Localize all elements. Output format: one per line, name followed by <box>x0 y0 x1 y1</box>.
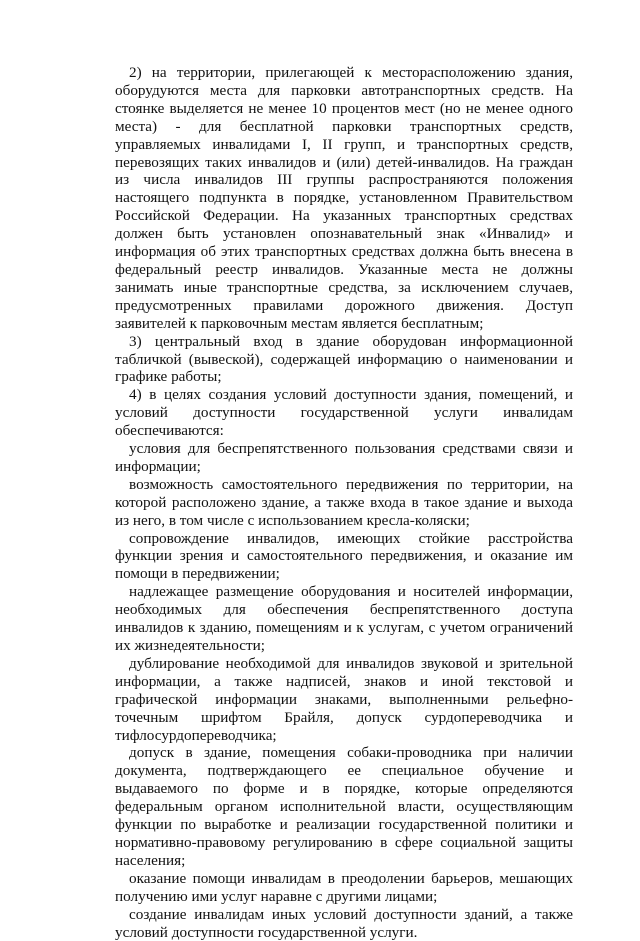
paragraph-escort: сопровождение инвалидов, имеющих стойкие расстройства функции зрения и самостоятельного передвижения, и оказание им помощи в передвижении; <box>115 529 573 583</box>
paragraph-communication-means: условия для беспрепятственного пользования средствами связи и информации; <box>115 440 573 475</box>
paragraph-accessibility-intro: 4) в целях создания условий доступности здания, помещений, и условий доступности государственной услуги инвалидам обеспечиваются: <box>115 386 573 440</box>
paragraph-entrance-sign: 3) центральный вход в здание оборудован информационной табличкой (вывеской), содержащей информацию о наименовании и графике работы; <box>115 332 573 386</box>
paragraph-equipment-placement: надлежащее размещение оборудования и носителей информации, необходимых для обеспечения беспрепятственного доступа инвалидов к зданию, помещениям и к услугам, с учетом ограничений их жизнедеятельности; <box>115 583 573 654</box>
paragraph-parking: 2) на территории, прилегающей к месторасположению здания, оборудуются места для парковки автотранспортных средств. На стоянке выделяется не менее 10 процентов мест (но не менее одного места) - для бесплатной парковки транспортных средств, управляемых инвалидами I, II групп, и транспортных средств, перевозящих таких инвалидов и (или) детей-инвалидов. На граждан из числа инвалидов III группы распространяются положения настоящего подпункта в порядке, установленном Правительством Российской Федерации. На указанных транспортных средствах должен быть установлен опознавательный знак «Инвалид» и информация об этих транспортных средствах должна быть внесена в федеральный реестр инвалидов. Указанные места не должны занимать иные транспортные средства, за исключением случаев, предусмотренных правилами дорожного движения. Доступ заявителей к парковочным местам является бесплатным; <box>115 64 573 332</box>
paragraph-barrier-help: оказание помощи инвалидам в преодолении барьеров, мешающих получению ими услуг наравне с другими лицами; <box>115 869 573 905</box>
paragraph-guide-dog: допуск в здание, помещения собаки-проводника при наличии документа, подтверждающего ее специальное обучение и выдаваемого по форме и в порядке, которые определяются федеральным органом исполнительной власти, осуществляющим функции по выработке и реализации государственной политики и нормативно-правовому регулированию в сфере социальной защиты населения; <box>115 744 573 869</box>
document-body <box>115 64 573 941</box>
paragraph-independent-movement: возможность самостоятельного передвижения по территории, на которой расположено здание, а также входа в такое здание и выхода из него, в том числе с использованием кресла-коляски; <box>115 475 573 529</box>
paragraph-braille-duplication: дублирование необходимой для инвалидов звуковой и зрительной информации, а также надписей, знаков и иной текстовой и графической информации знаками, выполненными рельефно-точечным шрифтом Брайля, допуск сурдопереводчика и тифлосурдопереводчика; <box>115 654 573 744</box>
paragraph-other-conditions: создание инвалидам иных условий доступности зданий, а также условий доступности государственной услуги. <box>115 905 573 941</box>
